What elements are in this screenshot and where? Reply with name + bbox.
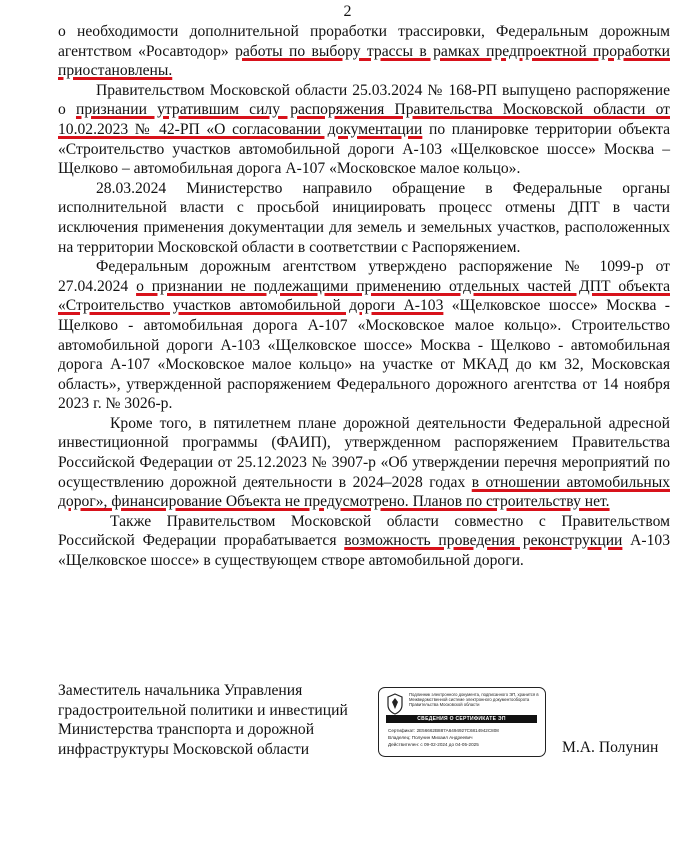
- paragraph-text: Федеральным дорожным агентством утверждено распоряжение № 1099-р от 27.04.2024: [58, 258, 670, 295]
- position-line-3: Министерства транспорта и дорожной: [58, 721, 315, 739]
- stamp-title: СВЕДЕНИЯ О СЕРТИФИКАТЕ ЭП: [386, 715, 537, 723]
- highlighted-text: работы по выбору трассы в рамках предпроектной проработки приостановлены.: [58, 42, 670, 80]
- stamp-certificate: Сертификат: 2E56662B887A6494927C6814942C808: [388, 728, 499, 733]
- stamp-validity: Действителен: с 09-02-2024 до 04-05-2025: [388, 742, 479, 747]
- highlighted-text: о признании не подлежащими применению отдельных частей ДПТ объекта «Строительство участков автомобильной дороги А-103: [58, 277, 670, 315]
- paragraph: [58, 512, 670, 571]
- position-line-1: Заместитель начальника Управления: [58, 682, 303, 699]
- paragraph-text: по планировке территории объекта «Строительство участков автомобильной дороги А-103 «Щелковское шоссе» Москва – Щелково – автомобильная дорога А-107 «Московское малое кольцо».: [58, 120, 670, 178]
- paragraph-text: «Щелковское шоссе» Москва - Щелково - автомобильная дорога А-107 «Московское малое кольцо». Строительство автомобильной дороги А-103 «Щелковское шоссе» Москва - Щелково - автомобильная дорога А-107 «Московское малое кольцо» на участке от МКАД до км 32, Московская область», утвержденной распоряжением Федерального дорожного агентства от 14 ноября 2023 г. № 3026-р.: [58, 297, 670, 413]
- signatory-name: М.А. Полунин: [562, 739, 659, 756]
- paragraph-text: Кроме того, в пятилетнем плане дорожной деятельности Федеральной адресной инвестиционной программы (ФАИП), утвержденном распоряжением Правительства Российской Федерации от 25.12.2023 № 3907-р «Об утверждении перечня мероприятий по осуществлению дорожной деятельности в 2024–2028 годах: [58, 414, 670, 491]
- paragraph: [58, 257, 670, 414]
- paragraph: [58, 81, 670, 179]
- paragraph-text: 28.03.2024 Министерство направило обращение в Федеральные органы исполнительной власти с просьбой инициировать процесс отмены ДПТ в части исключения применения документации для земель и земельных участков, расположенных на территории Московской области в соответствии с Распоряжением.: [58, 179, 670, 256]
- stamp-header: Подлинник электронного документа, подписанного ЭП, хранится в Межведомственной системе электронного документооборота Правительства Московской области: [409, 692, 539, 707]
- electronic-signature-stamp: [378, 687, 546, 757]
- position-line-4: инфраструктуры Московской области: [58, 740, 310, 758]
- paragraph: [58, 414, 670, 512]
- paragraph-text: о необходимости дополнительной проработки трассировки, Федеральным дорожным агентством «Росавтодор»: [58, 23, 670, 60]
- highlighted-text: возможность проведения реконструкции: [344, 532, 623, 550]
- coat-of-arms-icon: [386, 693, 404, 715]
- position-line-2: градостроительной политики и инвестиций: [58, 701, 348, 719]
- stamp-details: [388, 727, 538, 748]
- document-body: [58, 22, 670, 571]
- signature-position: [58, 681, 358, 759]
- highlighted-text: признании утратившим силу распоряжения Правительства Московской области от 10.02.2023 № 42-РП «О согласовании документации: [58, 101, 670, 138]
- paragraph-text: Также Правительством Московской области совместно с Правительством Российской Федерации прорабатывается: [58, 512, 670, 550]
- paragraph-text: А-103 «Щелковское шоссе» в существующем створе автомобильной дороги.: [58, 532, 670, 570]
- paragraph-text: Правительством Московской области 25.03.2024 № 168-РП выпущено распоряжение о: [58, 81, 670, 119]
- stamp-owner: Владелец: Полунин Михаил Андреевич: [388, 735, 473, 740]
- highlighted-text: в отношении автомобильных дорог», финансирование Объекта не предусмотрено. Планов по строительству нет.: [58, 473, 670, 511]
- paragraph: [58, 179, 670, 257]
- page-number: 2: [343, 3, 352, 20]
- paragraph: [58, 22, 670, 81]
